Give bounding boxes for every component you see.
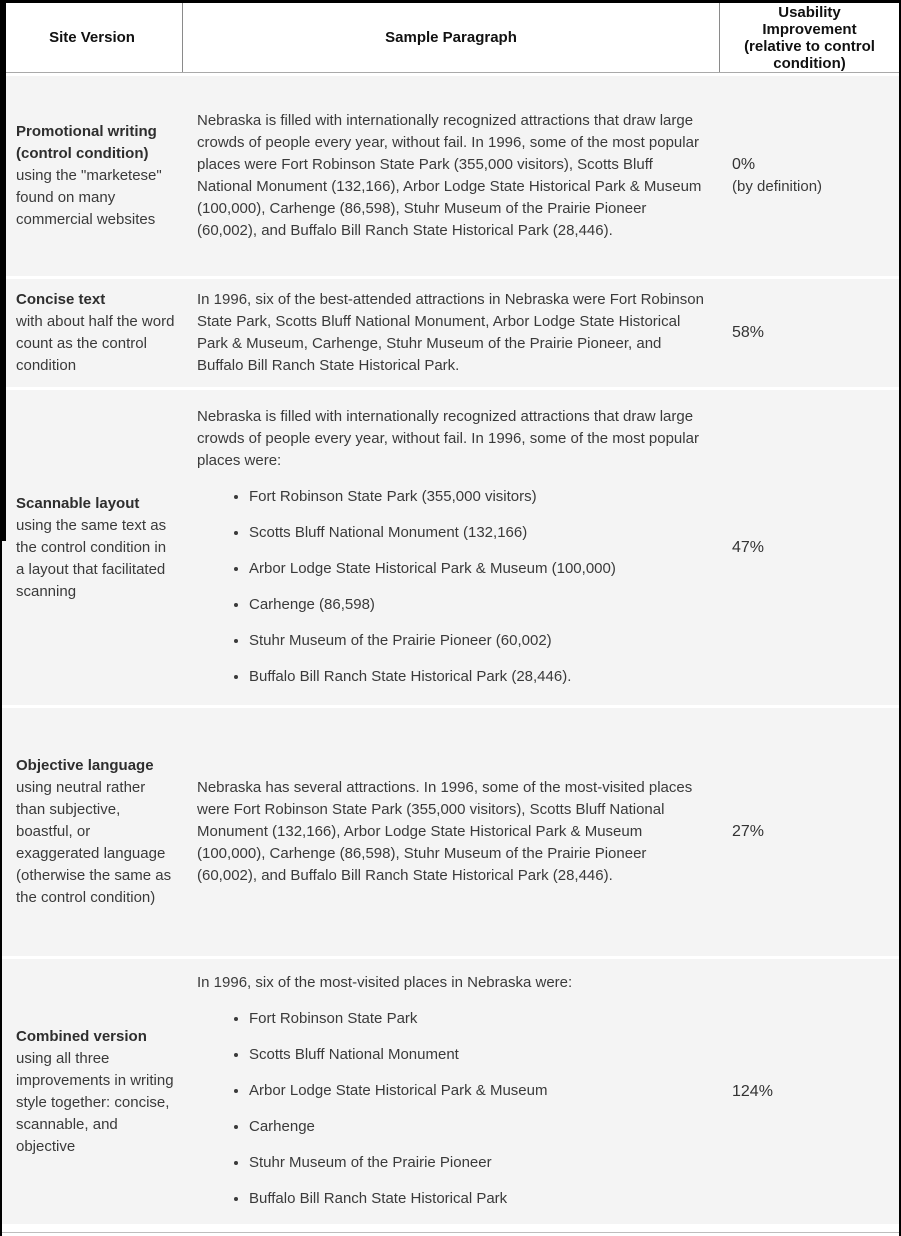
- version-title: Promotional writing (control condition): [16, 123, 157, 162]
- improvement-value: 124%: [732, 1082, 773, 1100]
- sample-paragraph-cell: [183, 396, 720, 700]
- sample-paragraph-cell: [183, 767, 720, 897]
- paragraph-text: In 1996, six of the most-visited places in Nebraska were:: [197, 973, 573, 991]
- sample-paragraph-cell: [183, 962, 720, 1222]
- bullet-item: • Fort Robinson State Park: [249, 1008, 710, 1030]
- paragraph-text: Nebraska has several attractions. In 1996, some of the most-visited places were Fort Robinson State Park (355,000 visitors), Scotts Bluff National Monument (132,166), Arbor Lodge State Historical Park & Museum (100,000), Carhenge (86,598), Stuhr Museum of the Prairie Pioneer (60,002), and Buffalo Bill Ranch State Historical Park (28,446).: [197, 779, 693, 884]
- sample-paragraph-cell: [183, 100, 720, 252]
- improvement-value: 47%: [732, 538, 765, 556]
- improvement-cell: [720, 527, 899, 569]
- table-row-combined: [2, 959, 899, 1227]
- version-description: using neutral rather than subjective, boastful, or exaggerated language (otherwise the same as the control condition): [16, 779, 172, 906]
- paragraph-text: In 1996, six of the best-attended attractions in Nebraska were Fort Robinson State Park, Scotts Bluff National Monument, Arbor Lodge State Historical Park & Museum, Carhenge, Stuhr Museum of the Prairie Pioneer, and Buffalo Bill Ranch State Historical Park.: [197, 291, 704, 374]
- sample-paragraph-cell: [183, 279, 720, 387]
- bullet-item: • Arbor Lodge State Historical Park & Museum: [249, 1080, 710, 1102]
- scrollbar-thumb[interactable]: [2, 3, 6, 541]
- version-title: Scannable layout: [16, 494, 140, 512]
- header-site-version: Site Version: [2, 3, 183, 72]
- site-version-cell: [2, 1016, 183, 1168]
- improvement-value: 58%: [732, 324, 765, 341]
- bullet-item: • Scotts Bluff National Monument: [249, 1044, 710, 1066]
- improvement-cell: [720, 144, 899, 208]
- version-description: using the same text as the control condition in a layout that facilitated scanning: [16, 516, 167, 600]
- bullet-item: • Buffalo Bill Ranch State Historical Park (28,446).: [249, 666, 710, 688]
- improvement-value: 0%: [732, 156, 756, 173]
- header-sample-paragraph: Sample Paragraph: [183, 3, 720, 72]
- bullet-item: • Stuhr Museum of the Prairie Pioneer (60,002): [249, 630, 710, 652]
- bullet-item: • Stuhr Museum of the Prairie Pioneer: [249, 1152, 710, 1174]
- bullet-list: [197, 486, 710, 688]
- bullet-item: • Buffalo Bill Ranch State Historical Park: [249, 1188, 710, 1210]
- bullet-item: • Carhenge (86,598): [249, 594, 710, 616]
- version-title: Combined version: [16, 1027, 147, 1045]
- table-bottom-border: [2, 1232, 899, 1233]
- bullet-item: • Carhenge: [249, 1116, 710, 1138]
- version-title: Concise text: [16, 291, 106, 308]
- bullet-list: [197, 1008, 710, 1210]
- table-row-scannable: [2, 390, 899, 708]
- version-description: with about half the word count as the control condition: [16, 313, 175, 374]
- site-version-cell: [2, 745, 183, 919]
- table-header-row: [2, 3, 899, 73]
- improvement-cell: [720, 811, 899, 853]
- bullet-item: • Fort Robinson State Park (355,000 visitors): [249, 486, 710, 508]
- version-description: using the "marketese" found on many commercial websites: [16, 167, 162, 228]
- improvement-cell: [720, 1071, 899, 1113]
- site-version-cell: [2, 279, 183, 387]
- bullet-item: • Arbor Lodge State Historical Park & Museum (100,000): [249, 558, 710, 580]
- paragraph-text: Nebraska is filled with internationally recognized attractions that draw large crowds of people every year, without fail. In 1996, some of the most popular places were:: [197, 407, 699, 469]
- version-description: using all three improvements in writing style together: concise, scannable, and objective: [16, 1049, 174, 1155]
- header-usability-improvement: Usability Improvement (relative to control condition): [744, 3, 875, 72]
- improvement-cell: [720, 312, 899, 354]
- version-title: Objective language: [16, 757, 154, 774]
- site-version-cell: [2, 483, 183, 613]
- paragraph-text: Nebraska is filled with internationally recognized attractions that draw large crowds of people every year, without fail. In 1996, some of the most popular places were Fort Robinson State Park (355,000 visitors), Scotts Bluff National Monument (132,166), Arbor Lodge State Historical Park & Museum (100,000), Carhenge (86,598), Stuhr Museum of the Prairie Pioneer (60,002), and Buffalo Bill Ranch State Historical Park (28,446).: [197, 112, 702, 239]
- improvement-note: (by definition): [732, 178, 823, 195]
- bullet-item: • Scotts Bluff National Monument (132,166): [249, 522, 710, 544]
- table-row-objective: [2, 708, 899, 959]
- site-version-cell: [2, 111, 183, 241]
- table-row-promotional: [2, 76, 899, 279]
- improvement-value: 27%: [732, 823, 765, 840]
- table-row-concise: [2, 279, 899, 390]
